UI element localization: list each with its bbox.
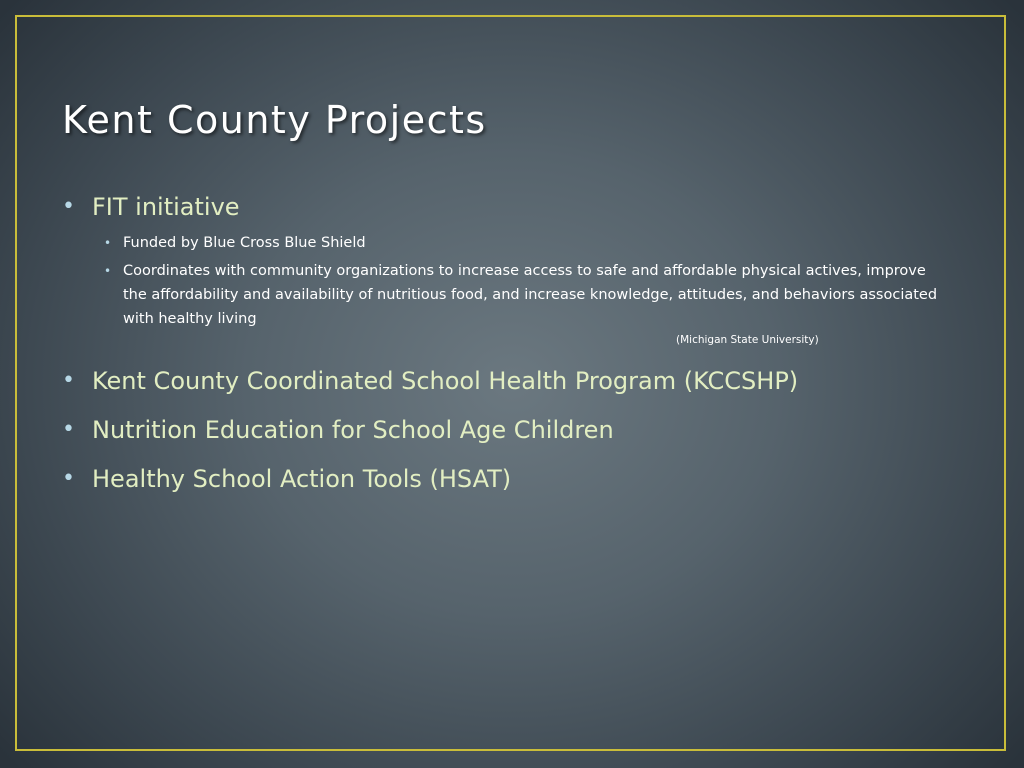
bullet-dot-icon: •	[104, 264, 112, 278]
slide-title: Kent County Projects	[62, 98, 487, 142]
sub-bullet-funding	[104, 231, 943, 255]
bullet-kccshp	[62, 366, 798, 396]
bullet-text: Kent County Coordinated School Health Program (KCCSHP)	[92, 367, 799, 395]
sub-bullet-text: Coordinates with community organizations to increase access to safe and affordable physical actives, improve the affordability and availability of nutritious food, and increase knowledge, attitudes, and behaviors associated with healthy living	[123, 263, 938, 327]
bullet-dot-icon: •	[62, 417, 75, 442]
bullet-dot-icon: •	[62, 466, 75, 491]
bullet-fit-initiative	[62, 192, 240, 222]
bullet-hsat	[62, 464, 511, 494]
bullet-nutrition-education	[62, 415, 614, 445]
bullet-dot-icon: •	[104, 236, 112, 250]
bullet-text: Nutrition Education for School Age Children	[92, 416, 614, 444]
citation: (Michigan State University)	[676, 334, 819, 346]
sub-bullet-text: Funded by Blue Cross Blue Shield	[123, 235, 366, 251]
bullet-text: FIT initiative	[92, 193, 240, 221]
bullet-dot-icon: •	[62, 194, 75, 219]
bullet-dot-icon: •	[62, 368, 75, 393]
bullet-text: Healthy School Action Tools (HSAT)	[92, 465, 512, 493]
sub-bullet-coordinates	[104, 259, 943, 331]
